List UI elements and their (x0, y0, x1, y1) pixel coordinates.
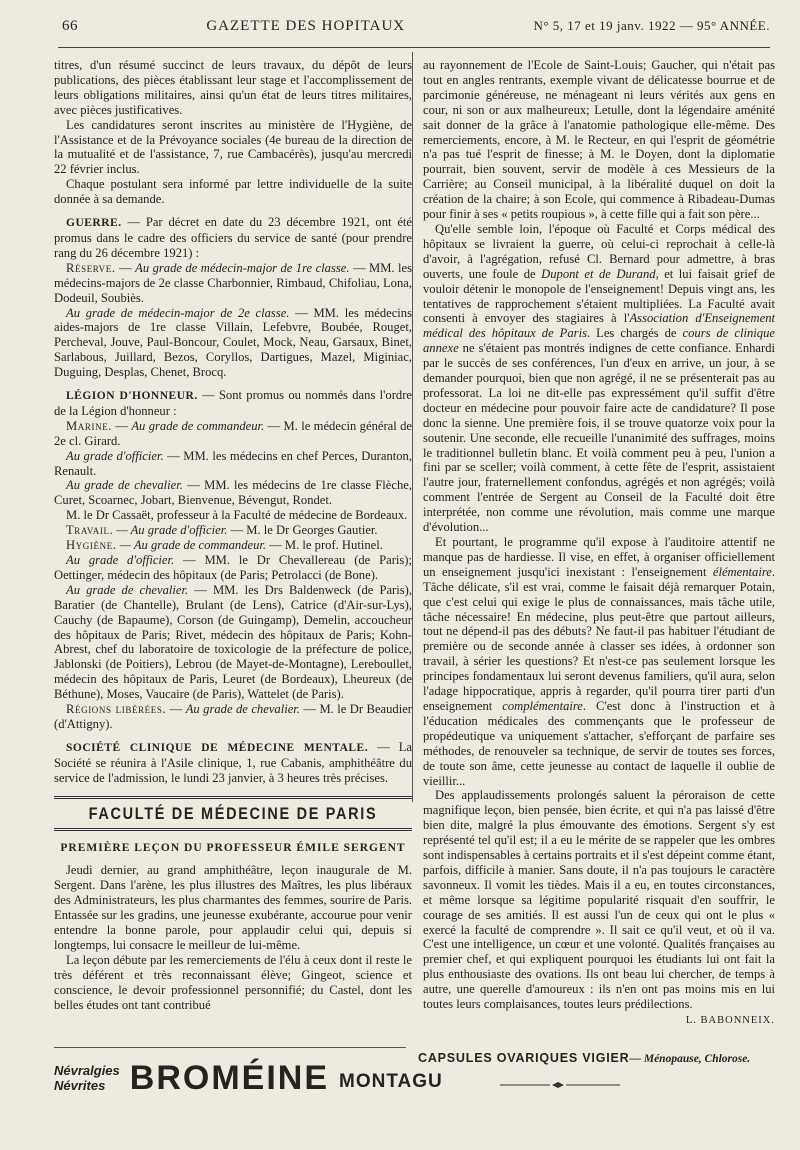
right-column (423, 58, 775, 1029)
chevalier-notice: Au grade de chevalier. — MM. les médecins de 1re classe Flèche, Curet, Scoarnec, Jobart, Bienvenue, Bévengut, Rondet. (54, 478, 412, 508)
guerre-notice: GUERRE. — Par décret en date du 23 décembre 1921, ont été promus dans le cadre des officiers du service de santé (pour prendre rang du 26 décembre 1921) : (54, 215, 412, 260)
paragraph: Jeudi dernier, au grand amphithéâtre, leçon inaugurale de M. Sergent. Dans l'arène, les plus illustres des Maîtres, les plus libéraux des Administrateurs, les plus charmantes des femmes, sourire de Paris. Entassée sur les gradins, une jeunesse exubérante, accourue pour venir entendre la bonne parole, pour applaudir celui qui, depuis si longtemps, lui consacre le meilleur de lui-même. (54, 863, 412, 952)
ornament-rule (500, 1080, 620, 1090)
regions-notice: Régions libérées. — Au grade de chevalier. — M. le Dr Beaudier (d'Attigny). (54, 702, 413, 731)
hygiene-notice: Hygiène. — Au grade de commandeur. — M. le prof. Hutinel. (66, 538, 383, 553)
issue-info: N° 5, 17 et 19 janv. 1922 — 95° ANNÉE. (533, 18, 770, 33)
column-divider (412, 52, 413, 802)
societe-notice: SOCIÉTÉ CLINIQUE DE MÉDECINE MENTALE. — La Société se réunira à l'Asile clinique, 1, rue Cabanis, amphithéâtre du service de l'admission, le lundi 23 janvier, à 3 heures très précises. (54, 739, 412, 785)
ad-product-name: CAPSULES OVARIQUES VIGIER (418, 1051, 630, 1065)
paragraph: Chaque postulant sera informé par lettre individuelle de la suite donnée à sa demande. (54, 177, 412, 207)
paragraph: La leçon débute par les remerciements de l'élu à ceux dont il reste le très déférent et très reconnaissant élève; Gingeot, science et conscience, le devoir professionnel personnifié; du Castel, dont les belles études ont tant contribué (54, 952, 412, 1012)
header-rule (58, 47, 770, 48)
paragraph: Qu'elle semble loin, l'époque où Faculté et Corps médical des hôpitaux se livraient la guerre, où celui-ci reprochait à celle-là d'avoir, à l'agrégation, refusé Cl. Bernard pour admettre, à bras ouverts, une foule de Dupont et de Durand, et lui faisait grief de vouloir détenir le monopole de l'enseignement! Depuis vingt ans, les tentatives de rapprochement s'étaient multipliées. La Faculté avait consenti à envoyer des stagiaires à l'Association d'Enseignement médical des hôpitaux de Paris. Les chargés de cours de clinique annexe ne s'étaient pas montrés indignes de cette confiance. Enhardi par le succès de ses conférences, l'un d'eux en arrive, un jour, à se demander pourquoi, bien que non agrégé, il ne se présenterait pas au professorat. La loi ne dit-elle pas expressément qu'il suffit d'être docteur en médecine pour pouvoir faire acte de candidature? Il pose donc la sienne. Une première fois, il se trouve quatorze voix pour la soutenir. Une seconde, elle recueille l'unanimité des suffrages, moins le traditionnel bulletin blanc. Et voilà comment peu à peu, l'union a fini par se sceller; voilà comment, à cette fête de l'esprit, assistaient l'autre jour, fraternellement confondus, agrégés et non agrégés; voilà comment l'entrée de Sergent au Conseil de la Faculté doit être interprétée, non comme une révolution, mais comme une marque d'évolution... (423, 221, 775, 535)
banner-rule (54, 828, 412, 831)
ad-brand: MONTAGU (339, 1071, 443, 1092)
paragraph: au rayonnement de l'Ecole de Saint-Louis; Gaucher, qui n'était pas tout en angles rentrants, exemple vivant de délicatesse bourrue et de parcimonie généreuse, ne ménageant ni leurs vérités aux gens en cour, ni son or aux malheureux; Letulle, dont la légendaire aménité sait donner de la grâce à l'anatomie pathologique elle-même. Des remerciements, encore, à M. le Recteur, en qui l'esprit de géométrie n'a pas tué l'esprit de finesse; à M. le Doyen, dont la diplomatie pourrait, bien souvent, servir de modèle à ces Messieurs de la Carrière; au Conseil municipal, à la libéralité duquel on doit la création de la chaire; à son Ecole, qui commence à Ribadeau-Dumas pour finir à ses « petits roupious », à cette fille qui a fait son père... (423, 58, 775, 222)
hyg-officier-notice: Au grade d'officier. — MM. le Dr Chevallereau (de Paris); Oettinger, médecin des hôpitaux (de Paris; Petrolacci (de Bone). (54, 553, 412, 582)
faculty-title: FACULTÉ DE MÉDECINE DE PARIS (88, 803, 378, 823)
banner-rule (54, 796, 412, 799)
section-head: SOCIÉTÉ CLINIQUE DE MÉDECINE MENTALE. (66, 741, 369, 754)
hyg-chevalier-notice: Au grade de chevalier. — MM. les Drs Baldenweck (de Paris), Baratier (de Chantelle), Brulant (de Lens), Catrice (d'Air-sur-Lys), Cauchy (de Bapaume), Corson (de Guingamp), Demelin, accoucheur des hôpitaux de Paris; Rivet, médecin des hôpitaux de Paris; Kohn-Abrest, chef du laboratoire de toxicologie de la préfecture de police, Jablonski (de Poitiers), Lebrou (de Mayet-de-Montagne), Lereboullet, médecin des hôpitaux de Paris, Leuret (de Bordeaux), Lheureux (de Béthune), Moses, Vaucaire (de Paris), Wattelet (de Paris). (54, 582, 412, 702)
paragraph: titres, d'un résumé succinct de leurs travaux, du dépôt de leurs publications, des pièces établissant leur stage et l'accomplissement de leurs obligations militaires, ainsi qu'un état de leurs titres militaires, avec pièces justificatives. (54, 58, 412, 117)
cassaet-notice: M. le Dr Cassaët, professeur à la Faculté de médecine de Bordeaux. (66, 508, 408, 523)
page-number: 66 (62, 18, 78, 34)
officier-notice: Au grade d'officier. — MM. les médecins en chef Perces, Duranton, Renault. (54, 448, 412, 478)
ad-indications: Névralgies Névrites (54, 1063, 120, 1093)
legion-notice: LÉGION D'HONNEUR. — Sont promus ou nommés dans l'ordre de la Légion d'honneur : (54, 388, 412, 418)
ad-product-name: BROMÉINE (129, 1058, 329, 1097)
section-head: LÉGION D'HONNEUR. (66, 390, 198, 403)
paragraph: Et pourtant, le programme qu'il expose à l'auditoire attentif ne manque pas de hardiesse. Il vise, en effet, à organiser officiellement un enseignement jusqu'ici inexistant : l'enseignement élémentaire. Tâche délicate, s'il est vrai, comme le faisait déjà remarquer Potain, que c'est celui qui exige le plus de connaissances, mais tâche utile, tâche nécessaire! En médecine, plus peut-être que partout ailleurs, tout ne dépend-il pas des débuts? Ne faut-il pas habituer l'étudiant de première ou de seconde année à classer ses idées, à ordonner son travail, à sérier les questions? Et n'est-ce pas seulement lorsque les principes fondamentaux lui seront devenus familiers, qu'il aura, selon l'adage hippocratique, appris à regarder, qu'il pourra tirer parti d'un enseignement complémentaire. C'est donc à l'instruction et à l'éducation médicales des commençants que le professeur de propédeutique va uniquement s'attacher, s'efforçant de parfaire ses méthodes, de renouveler sa technique, de servir de toutes ses forces, de toute son âme, cette jeunesse au contact de laquelle il oublie de vieillir... (423, 535, 775, 788)
aide-notice: Au grade de médecin-major de 2e classe. — MM. les médecins aides-majors de 1re classe Villain, Lefebvre, Boubée, Rouget, Percheval, Jouve, Paul-Boncour, Coulet, Mock, Neau, Garsaux, Binet, Sarlabous, Juillard, Bezos, Coryllos, Dartigues, Mazel, Miginiac, Duguing, Desplas, Chenet, Brocq. (54, 305, 412, 380)
travail-notice: Travail. — Au grade d'officier. — M. le Dr Georges Gautier. (66, 523, 378, 538)
ad-rule (54, 1047, 406, 1048)
author-signature: L. BABONNEIX. (685, 1015, 775, 1026)
paragraph: Les candidatures seront inscrites au ministère de l'Hygiène, de l'Assistance et de la Prévoyance sociales (4e bureau de la direction de la mutualité et de l'assistance, 7, rue Cambacérès), jusqu'au mercredi 22 février inclus. (54, 117, 412, 177)
bromeine-ad (54, 1053, 443, 1103)
reserve-notice: Réserve. — Au grade de médecin-major de 1re classe. — MM. les médecins-majors de 2e classe Charbonnier, Rimbaud, Chifoliau, Lona, Dodeuil, Soubiès. (54, 260, 413, 305)
lecture-heading: PREMIÈRE LEÇON DU PROFESSEUR ÉMILE SERGENT (60, 841, 406, 854)
left-column (54, 58, 412, 1012)
paragraph: Des applaudissements prolongés saluent la péroraison de cette magnifique leçon, bien pensée, bien écrite, et qui n'a pas laissé d'être bien dite, malgré la plus émouvante des émotions. Sergent s'y est représenté tel qu'il est; il a eu le mérite de se rappeler que les ombres sont indispensables à certains portraits et il s'est dépeint comme étant, parfois, difficile à manier. Sans doute, il n'a pas toujours le caractère savonneux. Il vomit les tièdes. Mais il a eu, en toutes circonstances, et même lorsque sa légitime popularité risquait d'en souffrir, le courage de ses amitiés. Il est aussi l'un de ceux qui ont le plus « exercé la faculté de comprendre ». Il sait ce qu'il veut, et où il va. C'est une intelligence, un cœur et une volonté. Qualités françaises au premier chef, et qui expliquent pourquoi les étudiants lui ont fait la plus enthousiaste des ovations. Ils ont beau lui chercher, de temps à autre, une querelle d'amoureux : ils n'en ont pas moins mis en lui toutes leurs complaisances, toutes leurs prédilections. (423, 788, 775, 1012)
capsules-ad (418, 1050, 778, 1066)
journal-title: GAZETTE DES HOPITAUX (206, 18, 406, 34)
section-head: GUERRE. (66, 217, 122, 230)
ad-description: — Ménopause, Chlorose. (629, 1053, 751, 1065)
marine-notice: Marine. — Au grade de commandeur. — M. le médecin général de 2e cl. Girard. (54, 418, 412, 448)
page-header (62, 18, 770, 42)
